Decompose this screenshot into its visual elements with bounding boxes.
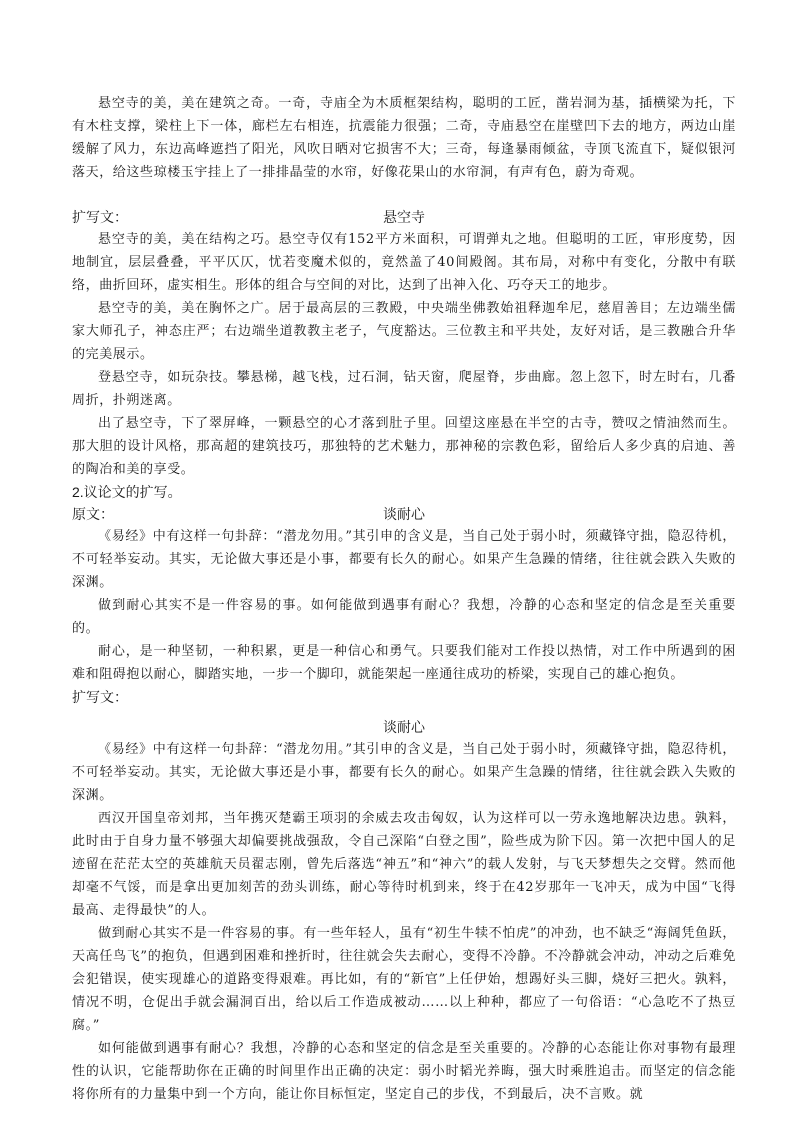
- document-content: [72, 92, 736, 1106]
- paragraph: 登悬空寺，如玩杂技。攀悬梯，越飞栈，过石洞，钻天窗，爬屋脊，步曲廊。忽上忽下，时左时右，几番周折，扑朔迷离。: [72, 370, 736, 408]
- paragraph: 做到耐心其实不是一件容易的事。有一些年轻人，虽有“初生牛犊不怕虎”的冲劲，也不缺乏“海阔凭鱼跃，天高任鸟飞”的抱负，但遇到困难和挫折时，往往就会失去耐心，变得不冷静。不冷静就会冲动，冲动之后难免会犯错误，使实现雄心的道路变得艰难。再比如，有的“新官”上任伊始，想踢好头三脚，烧好三把火。孰料，情况不明，仓促出手就会漏洞百出，给以后工作造成被动……以上种种，都应了一句俗语：“心急吃不了热豆腐。”: [72, 926, 736, 1033]
- expand-header-row: [72, 206, 736, 228]
- original-paragraph-xuankongsi: 悬空寺的美，美在建筑之奇。一奇，寺庙全为木质框架结构，聪明的工匠，凿岩洞为基，插横梁为托，下有木柱支撑，梁柱上下一体，廊栏左右相连，抗震能力很强；二奇，寺庙悬空在崖壁凹下去的地方，两边山崖缓解了风力，东边高峰遮挡了阳光，风吹日晒对它损害不大；三奇，每逢暴雨倾盆，寺顶飞流直下，疑似银河落天，给这些琼楼玉宇挂上了一排排晶莹的水帘，好像花果山的水帘洞，有声有色，蔚为奇观。: [72, 96, 736, 180]
- expand-title: 谈耐心: [383, 719, 425, 735]
- original-label: 原文：: [72, 506, 114, 522]
- original-title: 谈耐心: [383, 506, 425, 522]
- paragraph: 如何能做到遇事有耐心？我想，冷静的心态和坚定的信念是至关重要的。冷静的心态能让你对事物有最理性的认识，它能帮助你在正确的时间里作出正确的决定：弱小时韬光养晦，强大时乘胜追击。而坚定的信念能将你所有的力量集中到一个方向，能让你目标恒定，坚定自己的步伐，不到最后，决不言败。就: [72, 1041, 736, 1102]
- expand-label: 扩写文：: [72, 689, 128, 705]
- paragraph: 悬空寺的美，美在胸怀之广。居于最高层的三教殿，中央端坐佛教始祖释迦牟尼，慈眉善目；左边端坐儒家大师孔子，神态庄严；右边端坐道教教主老子，气度豁达。三位教主和平共处，友好对话，是三教融合升华的完美展示。: [72, 301, 736, 362]
- paragraph: 耐心，是一种坚韧，一种积累，更是一种信心和勇气。只要我们能对工作投以热情，对工作中所遇到的困难和阻碍抱以耐心，脚踏实地，一步一个脚印，就能架起一座通往成功的桥梁，实现自己的雄心抱负。: [72, 644, 736, 682]
- paragraph: 悬空寺的美，美在结构之巧。悬空寺仅有152平方米面积，可谓弹丸之地。但聪明的工匠，审形度势，因地制宜，层层叠叠，平平仄仄，忧若变魔术似的，竟然盖了40间殿阁。其布局，对称中有变化，分散中有联络，曲折回环，虚实相生。形体的组合与空间的对比，达到了出神入化、巧夺天工的地步。: [72, 232, 736, 293]
- paragraph: 西汉开国皇帝刘邦，当年携灭楚霸王项羽的余威去攻击匈奴，认为这样可以一劳永逸地解决边患。孰料，此时由于自身力量不够强大却偏要挑战强敌，令自己深陷“白登之围”，险些成为阶下囚。第一次把中国人的足迹留在茫茫太空的英雄航天员翟志刚，曾先后落选“神五”和“神六”的载人发射，与飞天梦想失之交臂。然而他却毫不气馁，而是拿出更加刻苦的劲头训练，耐心等待时机到来，终于在42岁那年一飞冲天，成为中国“飞得最高、走得最快”的人。: [72, 811, 736, 918]
- original-header-row: [72, 503, 736, 525]
- paragraph: 《易经》中有这样一句卦辞：“潜龙勿用。”其引申的含义是，当自己处于弱小时，须藏锋守拙，隐忍待机，不可轻举妄动。其实，无论做大事还是小事，都要有长久的耐心。如果产生急躁的情绪，往往就会跌入失败的深渊。: [72, 529, 736, 590]
- paragraph: 出了悬空寺，下了翠屏峰，一颗悬空的心才落到肚子里。回望这座悬在半空的古寺，赞叹之情油然而生。那大胆的设计风格，那高超的建筑技巧，那独特的艺术魅力，那神秘的宗教色彩，留给后人多少真的启迪、善的陶冶和美的享受。: [72, 416, 736, 477]
- paragraph: 做到耐心其实不是一件容易的事。如何能做到遇事有耐心？我想，冷静的心态和坚定的信念是至关重要的。: [72, 598, 736, 636]
- paragraph: 《易经》中有这样一句卦辞：“潜龙勿用。”其引申的含义是，当自己处于弱小时，须藏锋守拙，隐忍待机，不可轻举妄动。其实，无论做大事还是小事，都要有长久的耐心。如果产生急躁的情绪，往往就会跌入失败的深渊。: [72, 742, 736, 803]
- expand-title: 悬空寺: [383, 209, 425, 225]
- section-heading: 2.议论文的扩写。: [72, 484, 182, 500]
- expand-label: 扩写文：: [72, 209, 128, 225]
